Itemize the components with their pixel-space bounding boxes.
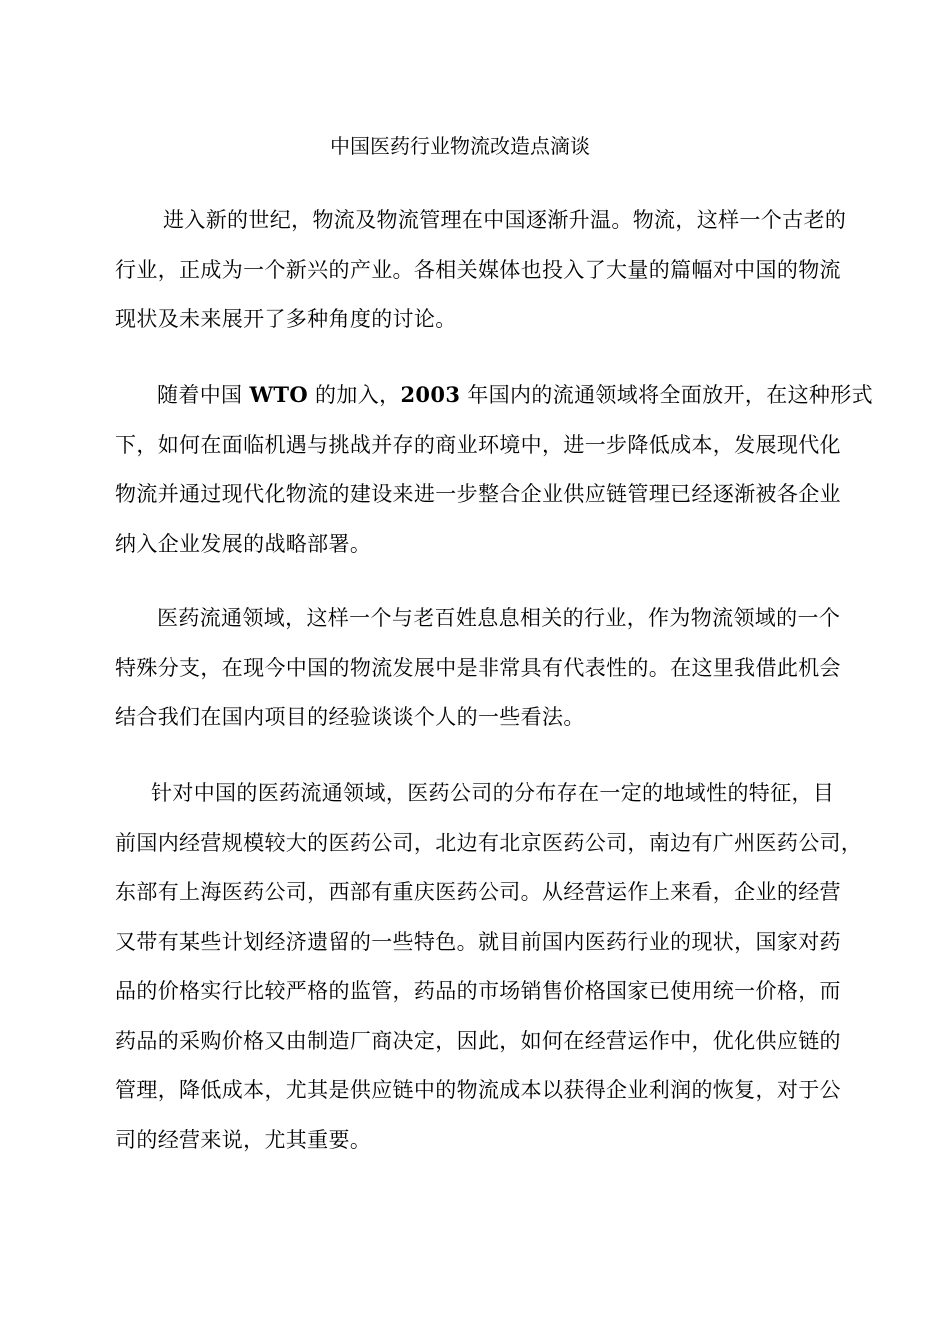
paragraph-line: 医药流通领域，这样一个与老百姓息息相关的行业，作为物流领域的一个: [157, 606, 841, 630]
paragraph-line: 前国内经营规模较大的医药公司，北边有北京医药公司，南边有广州医药公司，: [115, 830, 863, 855]
paragraph-line: 特殊分支，在现今中国的物流发展中是非常具有代表性的。在这里我借此机会: [115, 655, 841, 680]
paragraph-line: 物流并通过现代化物流的建设来进一步整合企业供应链管理已经逐渐被各企业: [115, 482, 841, 506]
paragraph-line: 随着中国 WTO 的加入，2003 年国内的流通领域将全面放开，在这种形式: [157, 382, 873, 407]
paragraph-line: 司的经营来说，尤其重要。: [115, 1127, 372, 1152]
paragraph-line: 进入新的世纪，物流及物流管理在中国逐渐升温。物流，这样一个古老的: [163, 208, 847, 232]
paragraph-line: 又带有某些计划经济遗留的一些特色。就目前国内医药行业的现状，国家对药: [115, 929, 841, 954]
paragraph-line: 药品的采购价格又由制造厂商决定，因此，如何在经营运作中，优化供应链的: [115, 1028, 841, 1053]
paragraph-line: 品的价格实行比较严格的监管，药品的市场销售价格国家已使用统一价格，而: [115, 979, 841, 1003]
paragraph-4: [115, 769, 890, 1165]
paragraph-line: 纳入企业发展的战略部署。: [115, 531, 372, 556]
paragraph-line: 现状及未来展开了多种角度的讨论。: [115, 307, 457, 331]
paragraph-2: [115, 370, 890, 569]
paragraph-line: 管理，降低成本，尤其是供应链中的物流成本以获得企业利润的恢复，对于公: [115, 1078, 841, 1102]
paragraph-1: [115, 196, 890, 345]
paragraph-line: 结合我们在国内项目的经验谈谈个人的一些看法。: [115, 705, 585, 729]
paragraph-line: 行业，正成为一个新兴的产业。各相关媒体也投入了大量的篇幅对中国的物流: [115, 257, 841, 282]
paragraph-line: 东部有上海医药公司，西部有重庆医药公司。从经营运作上来看，企业的经营: [115, 880, 841, 904]
paragraph-line: 针对中国的医药流通领域，医药公司的分布存在一定的地域性的特征，目: [151, 781, 835, 805]
paragraph-line: 下，如何在面临机遇与挑战并存的商业环境中，进一步降低成本，发展现代化: [115, 432, 841, 457]
document-title: 中国医药行业物流改造点滴谈: [330, 134, 590, 158]
paragraph-3: [115, 594, 890, 743]
